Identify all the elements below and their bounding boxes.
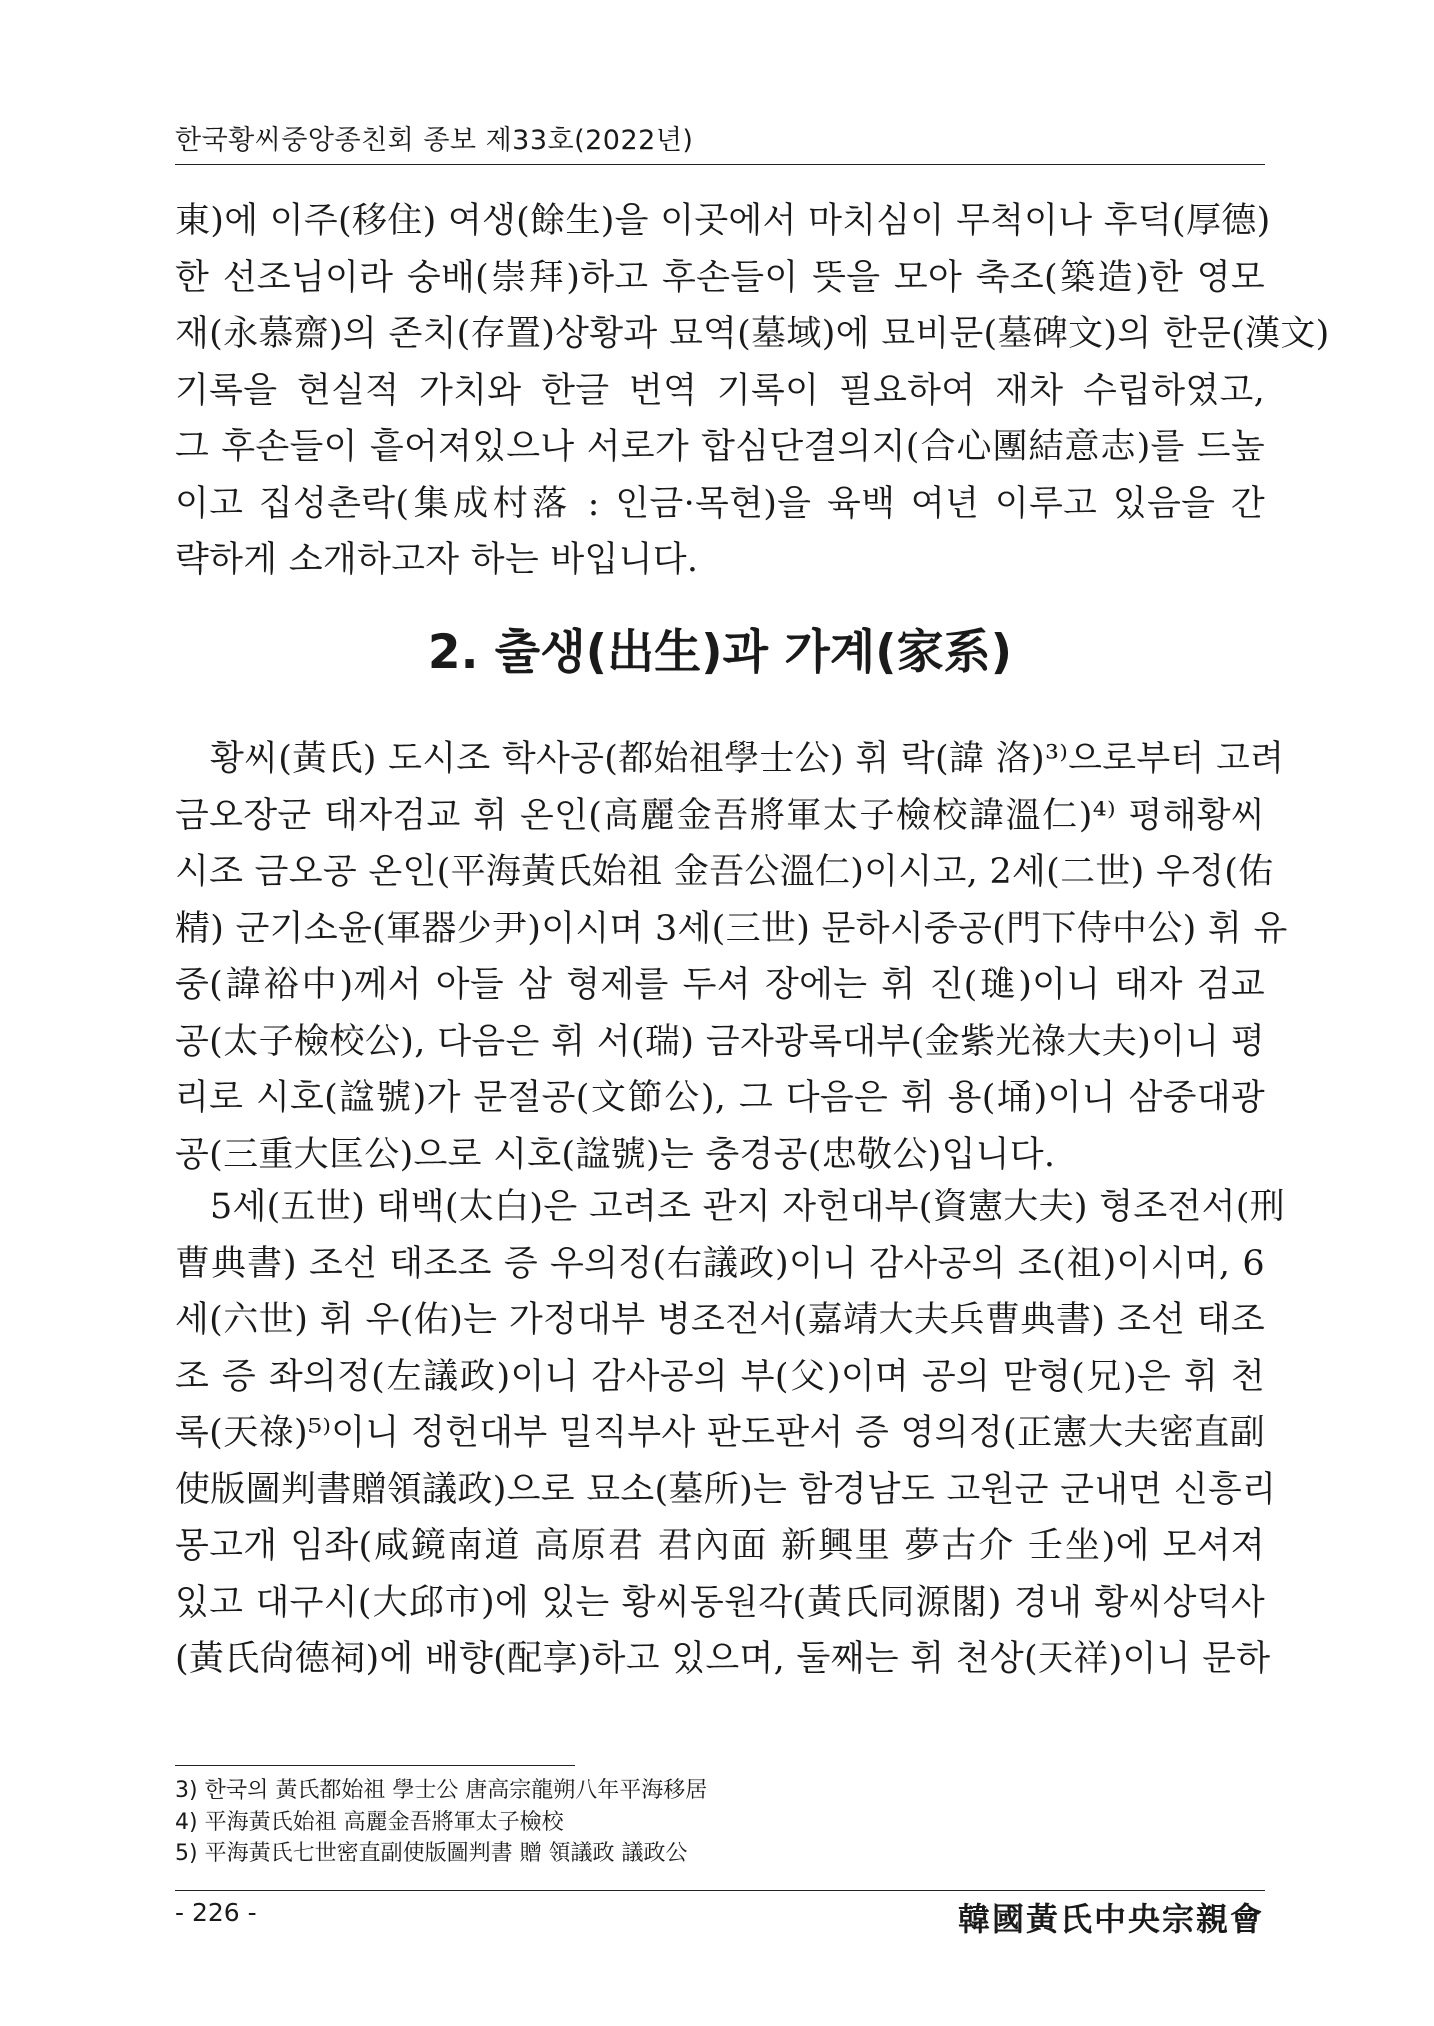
- section-paragraph-1: [175, 731, 1288, 1183]
- footnote: 3) 한국의 黃氏都始祖 學士公 唐高宗龍朔八年平海移居: [175, 1778, 708, 1803]
- text-line: 공(三重大匡公)으로 시호(諡號)는 충경공(忠敬公)입니다.: [175, 1134, 1056, 1175]
- text-line: 5세(五世) 태백(太白)은 고려조 관지 자헌대부(資憲大夫) 형조전서(刑: [210, 1187, 1285, 1227]
- text-line: 리로 시호(諡號)가 문절공(文節公), 그 다음은 휘 용(埇)이니 삼중대광: [175, 1078, 1265, 1118]
- footnote: 4) 平海黃氏始祖 高麗金吾將軍太子檢校: [175, 1809, 564, 1835]
- text-line: (黃氏尙德祠)에 배향(配享)하고 있으며, 둘째는 휘 천상(天祥)이니 문하: [175, 1639, 1271, 1679]
- publisher-name: 韓國黃氏中央宗親會: [957, 1900, 1264, 1938]
- text-line: 록(天祿)⁵⁾이니 정헌대부 밀직부사 판도판서 증 영의정(正憲大夫密直副: [175, 1413, 1265, 1453]
- text-line: 조 증 좌의정(左議政)이니 감사공의 부(父)이며 공의 맏형(兄)은 휘 천: [175, 1356, 1265, 1397]
- text-line: 재(永慕齋)의 존치(存置)상황과 묘역(墓域)에 묘비문(墓碑文)의 한문(漢文): [175, 314, 1330, 354]
- text-line: 精) 군기소윤(軍器少尹)이시며 3세(三世) 문하시중공(門下侍中公) 휘 유: [175, 908, 1288, 949]
- header-divider: [175, 164, 1265, 165]
- intro-paragraph: [175, 193, 1330, 589]
- footnote: 5) 平海黃氏七世密直副使版圖判書 贈 領議政 議政公: [175, 1841, 688, 1866]
- text-line: 략하게 소개하고자 하는 바입니다.: [175, 540, 699, 580]
- footer-divider: [175, 1890, 1265, 1891]
- text-line: 東)에 이주(移住) 여생(餘生)을 이곳에서 마치심이 무척이나 후덕(厚德): [175, 201, 1271, 241]
- text-line: 중(諱裕中)께서 아들 삼 형제를 두셔 장에는 휘 진(璡)이니 태자 검교: [175, 965, 1265, 1005]
- header-title: 한국황씨중앙종친회 종보 제33호(2022년): [175, 125, 694, 156]
- text-line: 이고 집성촌락(集成村落 : 인금·목현)을 육백 여년 이루고 있음을 간: [175, 483, 1265, 524]
- text-line: 曹典書) 조선 태조조 증 우의정(右議政)이니 감사공의 조(祖)이시며, 6: [175, 1243, 1265, 1284]
- section-paragraph-2: [175, 1179, 1285, 1688]
- text-line: 한 선조님이라 숭배(崇拜)하고 후손들이 뜻을 모아 축조(築造)한 영모: [175, 257, 1265, 298]
- text-line: 그 후손들이 흩어져있으나 서로가 합심단결의지(合心團結意志)를 드높: [175, 427, 1265, 467]
- page-number: - 226 -: [175, 1898, 257, 1927]
- text-line: 금오장군 태자검교 휘 온인(高麗金吾將軍太子檢校諱溫仁)⁴⁾ 평해황씨: [175, 795, 1265, 836]
- text-line: 기록을 현실적 가치와 한글 번역 기록이 필요하여 재차 수립하였고,: [175, 370, 1265, 411]
- section-heading: 2. 출생(出生)과 가계(家系): [427, 625, 1013, 680]
- footnotes: [175, 1775, 707, 1870]
- text-line: 시조 금오공 온인(平海黃氏始祖 金吾公溫仁)이시고, 2세(二世) 우정(佑: [175, 852, 1274, 892]
- text-line: 세(六世) 휘 우(佑)는 가정대부 병조전서(嘉靖大夫兵曹典書) 조선 태조: [175, 1300, 1265, 1340]
- text-line: 공(太子檢校公), 다음은 휘 서(瑞) 금자광록대부(金紫光祿大夫)이니 평: [175, 1021, 1265, 1062]
- text-line: 몽고개 임좌(咸鏡南道 高原君 君內面 新興里 夢古介 壬坐)에 모셔져: [175, 1526, 1265, 1566]
- text-line: 使版圖判書贈領議政)으로 묘소(墓所)는 함경남도 고원군 군내면 신흥리: [175, 1469, 1277, 1510]
- text-line: 있고 대구시(大邱市)에 있는 황씨동원각(黃氏同源閣) 경내 황씨상덕사: [175, 1582, 1265, 1623]
- footnote-divider: [175, 1765, 575, 1766]
- text-line: 황씨(黃氏) 도시조 학사공(都始祖學士公) 휘 락(諱 洛)³⁾으로부터 고려: [210, 739, 1285, 779]
